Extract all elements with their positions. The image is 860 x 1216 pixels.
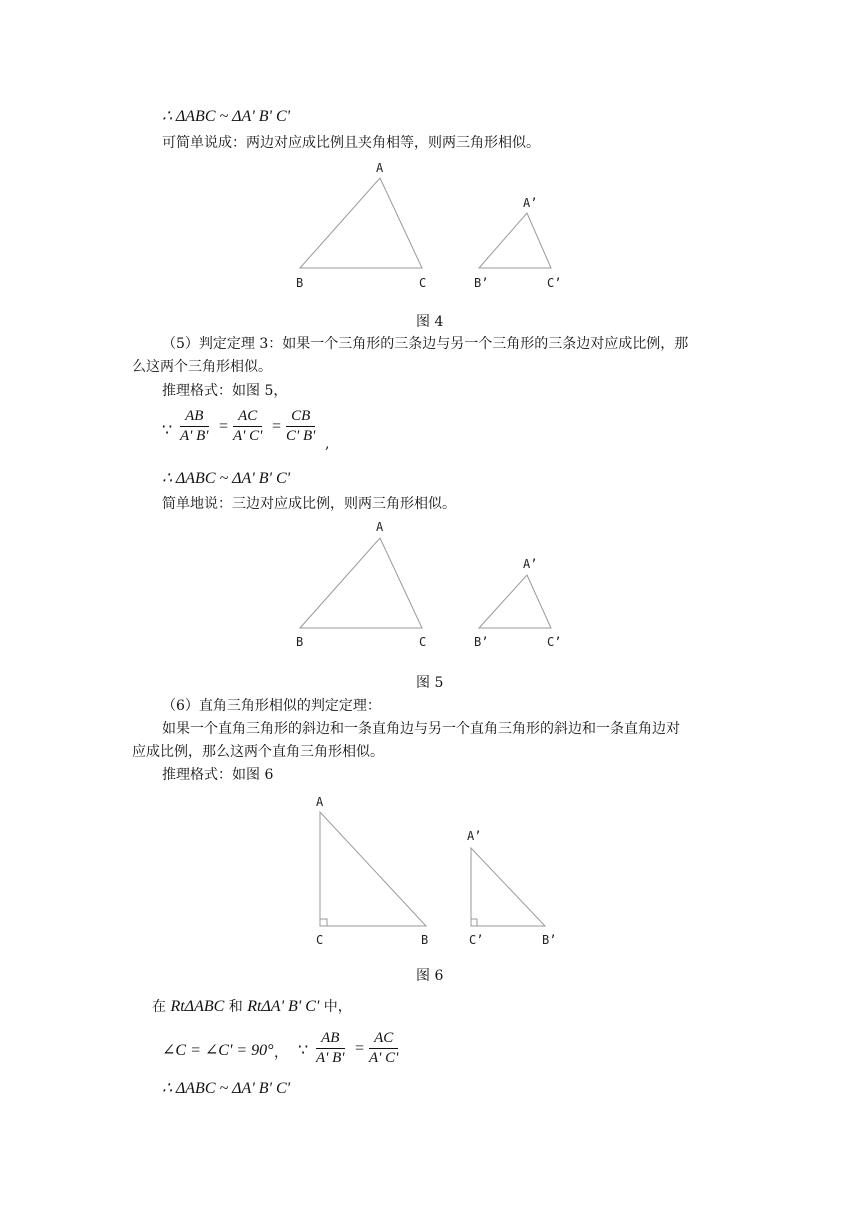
vertex-label-a: A <box>316 795 324 809</box>
vertex-label-b-prime: B’ <box>474 276 489 290</box>
vertex-label-c: C <box>419 276 427 290</box>
right-triangle-statement: 在 RtΔABC 和 RtΔA' B' C' 中， <box>152 998 352 1015</box>
fraction-cb-over-c-prime-b-prime: $\frac{CB}{C' B'}$ <box>286 408 316 444</box>
vertex-label-b: B <box>421 933 429 947</box>
vertex-label-b: B <box>296 635 304 649</box>
vertex-label-c-prime: C’ <box>547 276 562 290</box>
summary-sentence-2: 简单地说：三边对应成比例，则两三角形相似。 <box>162 496 456 512</box>
triangle-abc-prime-fig5 <box>479 575 551 628</box>
theorem-6-line-2: 应成比例，那么这两个直角三角形相似。 <box>132 744 384 760</box>
fraction-ac-over-a-prime-c-prime: $\frac{AC}{A' C'}$ <box>369 1030 399 1066</box>
vertex-label-a-prime: A’ <box>523 557 538 571</box>
vertex-label-c-prime: C’ <box>547 635 562 649</box>
fraction-ac-over-a-prime-c-prime: $\frac{AC}{A' C'}$ <box>233 408 263 444</box>
theorem-6-heading: （6）直角三角形相似的判定定理： <box>162 698 381 714</box>
right-triangle-abc-prime-fig6 <box>471 848 545 926</box>
summary-sentence-1: 可简单说成：两边对应成比例且夹角相等，则两三角形相似。 <box>162 135 540 151</box>
equals-sign: = <box>219 418 229 435</box>
fraction-ab-over-a-prime-b-prime: $\frac{AB}{A' B'}$ <box>316 1030 345 1066</box>
right-angle-mark-prime-fig6 <box>471 919 477 926</box>
triangle-abc-prime-fig4 <box>479 213 551 268</box>
triangle-abc-fig4 <box>300 178 422 268</box>
right-angle-mark-fig6 <box>320 919 327 926</box>
vertex-label-b-prime: B’ <box>474 635 489 649</box>
vertex-label-b-prime: B’ <box>542 933 557 947</box>
vertex-label-a-prime: A’ <box>467 829 482 843</box>
fraction-ab-over-a-prime-b-prime: $\frac{AB}{A' B'}$ <box>180 408 209 444</box>
vertex-label-a: A <box>376 520 384 534</box>
triangle-abc-fig5 <box>300 538 422 628</box>
right-triangle-abc-fig6 <box>320 812 426 926</box>
theorem-6-line-1: 如果一个直角三角形的斜边和一条直角边与另一个直角三角形的斜边和一条直角边对 <box>162 721 680 737</box>
figure-4-caption: 图 4 <box>416 314 444 330</box>
separator-comma: ， <box>274 1045 288 1061</box>
vertex-label-c-prime: C’ <box>469 933 484 947</box>
therefore-statement-1: ∴ ΔABC ~ ΔA' B' C' <box>162 108 291 125</box>
therefore-statement-3: ∴ ΔABC ~ ΔA' B' C' <box>162 1080 291 1097</box>
comma: , <box>325 436 330 452</box>
theorem-3-line-2: 么这两个三角形相似。 <box>132 359 272 375</box>
vertex-label-a-prime: A’ <box>523 196 538 210</box>
reasoning-format-5: 推理格式：如图 5， <box>162 383 288 399</box>
vertex-label-c: C <box>419 635 427 649</box>
figure-6-caption: 图 6 <box>416 968 444 984</box>
vertex-label-c: C <box>316 933 324 947</box>
right-angle-equality: ∠C = ∠C' = 90° <box>162 1042 274 1059</box>
reasoning-format-6: 推理格式：如图 6 <box>162 767 274 783</box>
because-symbol: ∵ <box>298 1042 309 1059</box>
vertex-label-b: B <box>296 276 304 290</box>
vertex-label-a: A <box>376 161 384 175</box>
therefore-statement-2: ∴ ΔABC ~ ΔA' B' C' <box>162 470 291 487</box>
equals-sign: = <box>272 418 282 435</box>
figure-5-caption: 图 5 <box>416 675 444 691</box>
because-symbol: ∵ <box>162 422 173 439</box>
equals-sign: = <box>355 1040 365 1057</box>
theorem-3-line-1: （5）判定定理 3：如果一个三角形的三条边与另一个三角形的三条边对应成比例，那 <box>162 336 689 352</box>
